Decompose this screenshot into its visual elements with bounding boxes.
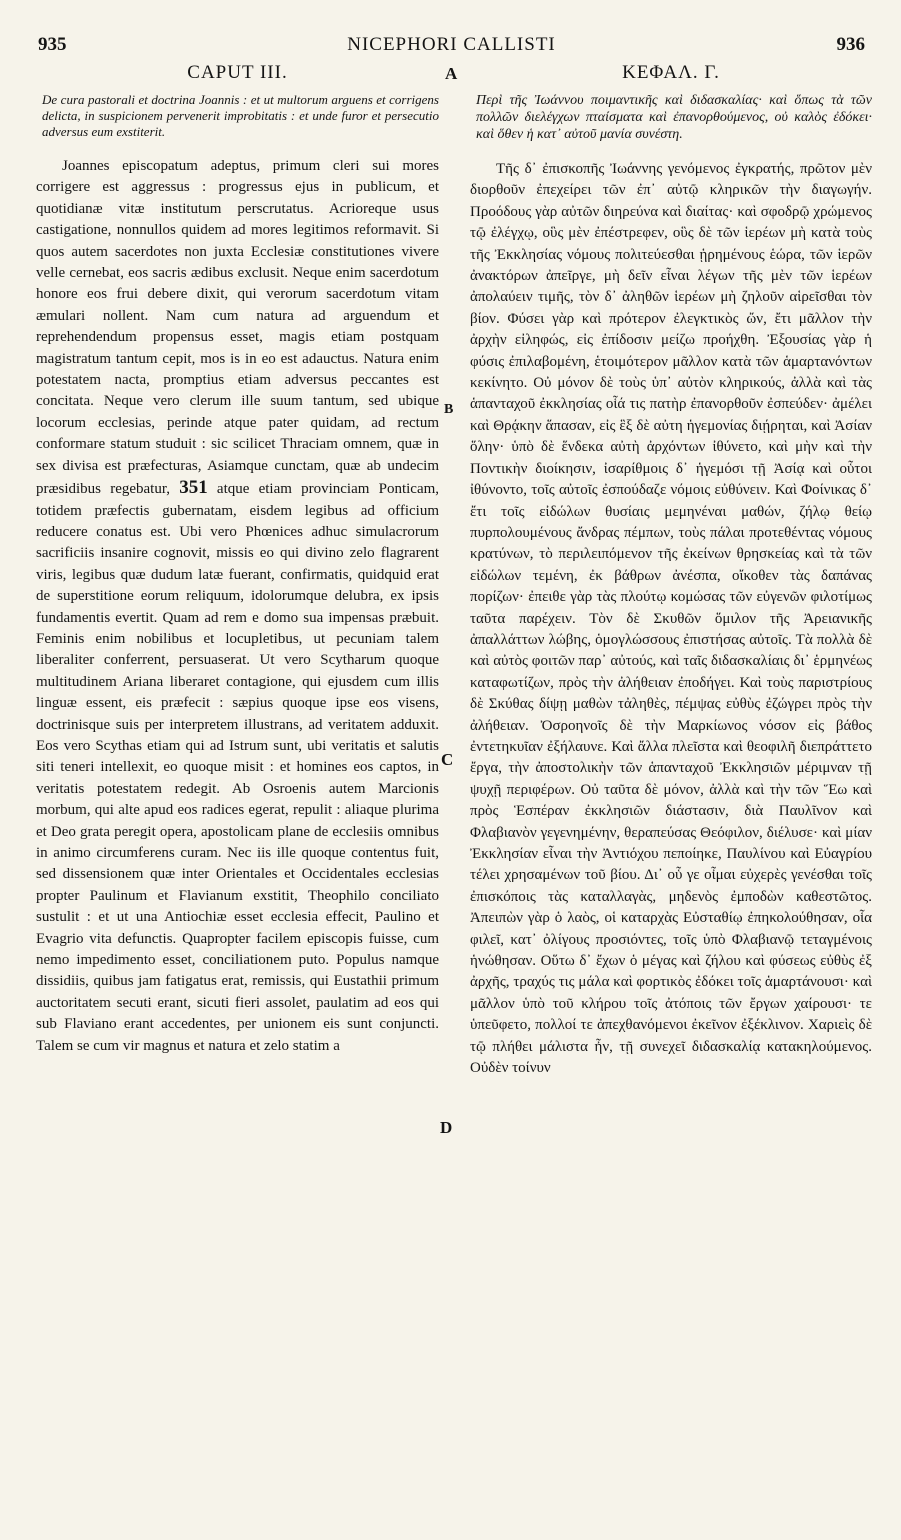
running-title: NICEPHORI CALLISTI [347,34,556,55]
greek-body-text: Τῆς δ᾽ ἐπισκοπῆς Ἰωάννης γενόμενος ἐγκρατής, πρῶτον μὲν διορθοῦν ἐπεχείρει τῶν ἐπ᾽ αὐτῷ κληρικῶν τὴν διαγωγήν. Προόδους γὰρ αὐτῶν διηρεύνα καὶ διαίτας· καὶ σφοδρῷ χρώμενος τῷ ἐλέγχῳ, οὓς μὲν ἐπέστρεφεν, οὓς δὲ τῶν ἱερέων μὴ κατὰ τοὺς τῆς Ἐκκλησίας νόμους πολιτεύεσθαι ᾑρημένους ἑώρα, τῶν ἱερῶν ἀνακτόρων ἀπεῖργε, μὴ δεῖν εἶναι λέγων τῆς μὲν τῶν ἱερέων ἀπολαύειν τιμῆς, τὸν δ᾽ ἀληθῶν ἱερέων μὴ ζηλοῦν αἱρεῖσθαι τὸν βίον. Φύσει γὰρ καὶ πρότερον ἐλεγκτικὸς ὤν, ἔτι μᾶλλον τὴν ἀρχὴν εἰληφώς, εἰς ἐπίδοσιν μείζω προήχθη. Ἐξουσίας γὰρ ἡ φύσις ἐπιλαβομένη, ἑτοιμότερον μᾶλλον κατὰ τῶν ἁμαρτανόντων κεκίνητο. Οὐ μόνον δὲ τοὺς ὑπ᾽ αὐτὸν κληρικούς, ἀλλὰ καὶ τὰς ἁπανταχοῦ ἐκκλησίας οἷά τις πατὴρ ἐπανορθοῦν ἐσπεύδεν· ἀμέλει καὶ Θρᾴκην ἅπασαν, εἰς ἓξ δὲ αὐτη ἡγεμονίας διῄρηται, καὶ Ἀσίαν ὅλην· ὑπὸ δὲ ἕνδεκα αὐτὴ ἀρχόντων ἰθύνετο, καὶ μὴν καὶ τὴν Ποντικὴν διοίκησιν, ἰσαρίθμοις δ᾽ ἡγεμόσι τῇ Ἀσίᾳ καὶ οὗτοι ἰθύνοντο, τοῖς αὐτοῖς ἐσπούδαζε νόμοις εὐθύνειν. Καὶ Φοίνικας δ᾽ ἔτι τοῖς εἰδώλων θυσίαις μεμηνέναι μαθών, ζήλῳ θείῳ πυρπολουμένους ἄνδρας πέμπων, τοὺς πάλαι προτεθέντας νόμους κρατύνων, τὸ περιλειπόμενον τῆς ἐκείνων θρησκείας καὶ τὰ τῶν εἰδώλων τεμένη, ἐκ βάθρων ἀνέσπα, οἴκοθεν τὰς δαπάνας πορίζων· ἐπειθε γὰρ τὰς πλούτῳ κομώσας τῶν εὐγενῶν φιλοτίμως ταῦτα παρέχειν. Τὸν δὲ Σκυθῶν ὅμιλον τῆς Ἀρειανικῆς ἀπαλλάττων λώβης, ὁμογλώσσους ἐπιστήσας αὐτοῖς. Τὰ πολλὰ δὲ καὶ αὐτὸς φοιτῶν παρ᾽ αὐτούς, καὶ ταῖς διδασκαλίαις δι᾽ ἑρμηνέως καταφωτίζων, πρὸς τὴν ἀλήθειαν ἐποδήγει. Καὶ τοὺς παριστρίους δὲ Σκύθας δίψῃ μαθὼν τἀληθὲς, πέμψας εὐθὺς ἐζώγρει πρὸς τὴν ἀλήθειαν. Ὀσροηνοῖς δὲ τὴν Μαρκίωνος νόσον εἰς βάθος ἐντετηκυῖαν ἐξήλαυνε. Καὶ ἄλλα πλεῖστα καὶ θεοφιλῆ διεπράττετο ἔργα, τὴν ἀποστολικὴν τῶν ἁπανταχοῦ Ἐκκλησιῶν μέριμναν τῇ ψυχῇ περιφέρων. Οὐ ταῦτα δὲ μόνον, ἀλλὰ καὶ τὴν τῶν Ἕω καὶ πρὸς Ἑσπέραν ἐκκλησιῶν διάστασιν, διὰ Παυλῖνον καὶ Φλαβιανὸν γεγενημένην, θεραπεύσας Θεόφιλον, διέλυσε· καὶ μίαν Ἐκκλησίαν εἶναι τὴν Ἀντιόχου πεποίηκε, Παυλίνου καὶ Εὐαγρίου τέλει χρησαμένων τοῦ βίου. Δι᾽ οὗ γε οἶμαι εὐχερὲς γενέσθαι τοῖς ἐπισκόποις τὰς καταλλαγὰς, μηδενὸς ἐμποδὼν καθεστῶτος. Ἀπειπὼν γὰρ ὁ λαὸς, οἱ καταρχὰς Εὐσταθίῳ ἐπηκολούθησαν, οἷα φιλεῖ, κατ᾽ ὀλίγους προσιόντες, τοῖς ὑπὸ Φλαβιανῷ τεταγμένοις ἡνώθησαν. Οὕτω δ᾽ ἔχων ὁ μέγας καὶ ζήλου καὶ φύσεως εὐθὺς ἐξ ἀρχῆς, τραχύς τις μάλα καὶ φορτικὸς ἐδόκει τοῖς ἁμαρτάνουσι· καὶ μᾶλλον ὑπὸ τοῦ κλήρου τοῖς ἀτόποις τῶν ἔργων χαίρουσι· τε ὑπεῦφετο, πολλοί τε ἀπεχθανόμενοι ἐκεῖνον ἐξέκλινον. Χαριεὶς δὲ τῷ πλήθει μάλιστα ἦν, τῇ συνεχεῖ διδασκαλίᾳ κατακηλούμενος. Οὐδὲν τοίνυν [470,161,872,1077]
greek-column [470,62,872,1079]
page-number-right: 936 [836,34,865,55]
latin-text-part-1: Joannes episcopatum adeptus, primum cleri sui mores corrigere est aggressus : progressus ejus in publicum, et quotidianæ vitæ institutum perscrutatus. Acrioreque usus castigatione, nonnullos quidem ad mores legitimos reformavit. Si quos autem sacerdotes non juxta Ecclesiæ constitutiones vivere velle cernebat, eos sacris ædibus exclusit. Neque enim sacerdotum honore eos frui debere dixit, qui verorum sacerdotum vitam æmulari nollent. Nam cum natura ad arguendum et reprehendendum propensus esset, magis etiam postquam magistratum tantum cepit, mos is in eo est adauctus. Natura enim potestatem nacta, promptius etiam adversus peccantes est concitata. Neque vero clerum ille suum tantum, sed ubique locorum ecclesias, perinde atque pater quidam, ad rectum conformare statum studuit : sic scilicet Thraciam omnem, quæ in sex divisa est præfecturas, Asiamque cunctam, quæ ab undecim præsidibus regebatur, [36,158,439,498]
greek-chapter-heading: ΚΕΦΑΛ. Γ. [622,62,720,83]
section-letter-a: A [445,64,458,83]
latin-column [36,62,439,1057]
latin-chapter-heading: CAPUT III. [187,62,288,83]
reference-number: 351 [179,477,208,499]
section-letter-d: D [440,1118,453,1137]
section-letter-c: C [441,750,454,769]
greek-chapter-summary: Περὶ τῆς Ἰωάννου ποιμαντικῆς καὶ διδασκαλίας· καὶ ὅπως τὰ τῶν πολλῶν διελέγχων πταίσματα καὶ ἐπανορθούμενος, οὐ καλὸς ἐδόκει· καὶ ὅθεν ἡ κατ᾽ αὐτοῦ μανία συνέστη. [476,93,872,142]
latin-text-part-2: atque etiam provinciam Ponticam, totidem præfectis gubernatam, eisdem legibus ad officium reducere conatus est. Ubi vero Phœnices adhuc simulacrorum sacrificiis insanire cognovit, missis eo qui divino zelo flagrarent viris, legibus quæ dudum latæ fuerant, confirmatis, quidquid erat de superstitione eorum reliquum, idolorumque delubra, ex ipsis fundamentis evertit. Quam ad rem e domo sua impensas præbuit. Feminis enim nobilibus et locupletibus, ut pecuniam talem liberaliter conferrent, persuaserat. Ut vero Scytharum quoque multitudinem Ariana liberaret contagione, qui ejusdem cum illis linguæ essent, eis præfecit : sæpius quoque ipse eos visens, doctrinisque suis per interpretem illustrans, ad veritatem adduxit. Eos vero Scythas etiam qui ad Istrum sunt, ubi veritatis et salutis siti teneri intellexit, eo quoque misit : et homines eos captos, in veritatis potestatem redegit. Ab Osroenis autem Marcionis morbum, qui alte apud eos radices egerat, repulit : aliaque plurima et Deo grata peregit opera, apostolicam plane de ecclesiis omnibus in animo circumferens curam. Nec iis ille quoque contentus fuit, sed dissensionem quæ inter Orientales et Occidentales ecclesias propter Paulinum et Flavianum exstitit, Theophilo conciliato sustulit : et ut una Antiochiæ esset ecclesia effecit, Paulino et Evagrio vita defunctis. Quapropter facilem episcopis fuisse, cum nemo impedimento esset, conciliationem puto. Populus namque dissidiis, quibus jam fatigatus erat, remissis, qui Eustathii primum auctoritatem secuti erant, sicuti fieri assolet, paulatim ad eos qui sub Flaviano erant accedentes, per unionem eis sunt conjuncti. Talem se cum vir magnus et natura et zelo statim a [36,481,440,1054]
page-number-left: 935 [38,34,67,55]
latin-body-text [36,156,439,1057]
running-header [38,34,865,58]
latin-chapter-summary: De cura pastorali et doctrina Joannis : et ut multorum arguens et corrigens delicta, in suspicionem pervenerit improbitatis : et unde furor et persecutio adversus eum exstiterit. [42,92,439,139]
section-letter-b: B [444,402,454,417]
